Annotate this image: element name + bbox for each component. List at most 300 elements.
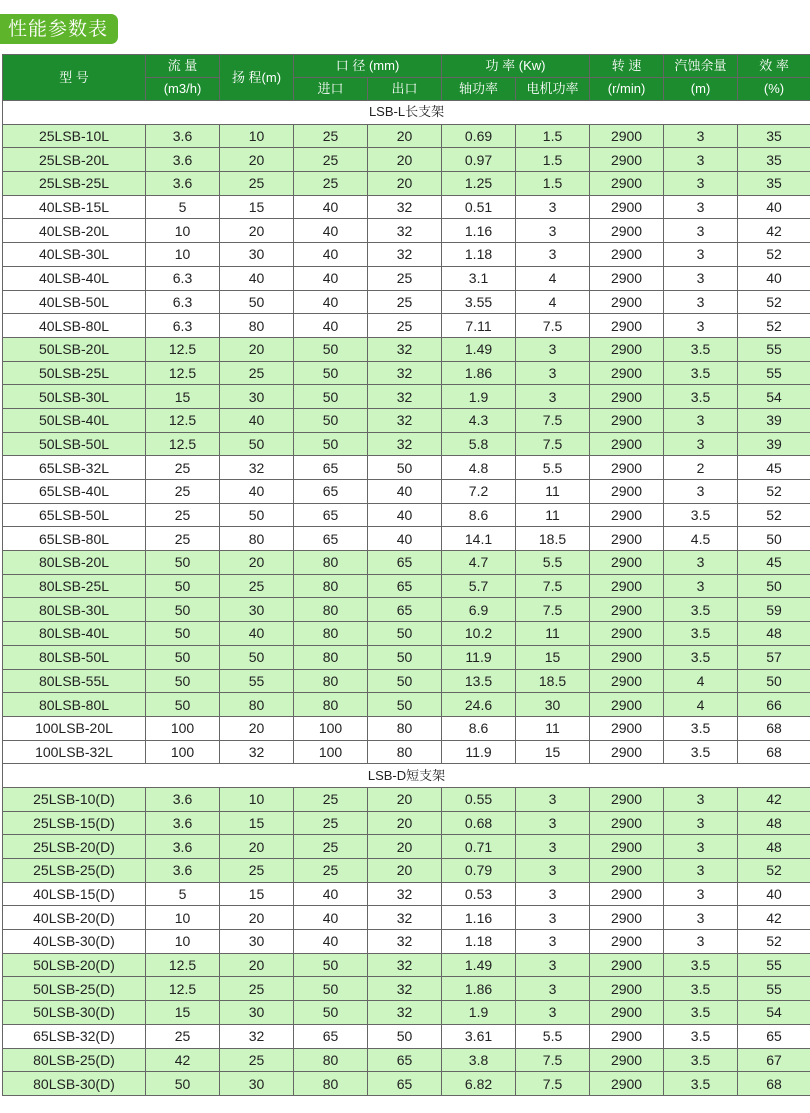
table-cell: 80 [368,740,442,764]
header-shaft-power: 轴功率 [442,78,516,101]
table-cell: 3 [664,243,738,267]
table-cell: 2900 [590,645,664,669]
table-cell: 3 [516,385,590,409]
table-cell: 2900 [590,787,664,811]
table-cell: 52 [738,290,810,314]
table-cell: 65 [294,527,368,551]
table-cell: 65LSB-40L [3,480,146,504]
table-cell: 80 [294,1048,368,1072]
table-cell: 20 [368,148,442,172]
table-cell: 4.5 [664,527,738,551]
table-header [3,55,810,101]
header-speed-unit: (r/min) [590,78,664,101]
table-cell: 80LSB-25L [3,574,146,598]
table-cell: 1.49 [442,953,516,977]
table-cell: 50LSB-30(D) [3,1001,146,1025]
table-cell: 68 [738,1072,810,1096]
table-cell: 3.5 [664,977,738,1001]
table-cell: 3.5 [664,337,738,361]
table-cell: 25 [368,266,442,290]
table-cell: 1.5 [516,148,590,172]
table-cell: 5.5 [516,551,590,575]
table-row [3,124,810,148]
table-cell: 14.1 [442,527,516,551]
table-cell: 7.11 [442,314,516,338]
table-cell: 50 [738,669,810,693]
table-cell: 3.5 [664,503,738,527]
table-cell: 3 [664,930,738,954]
table-row [3,432,810,456]
table-cell: 80 [294,645,368,669]
table-cell: 2900 [590,1001,664,1025]
table-cell: 50 [738,527,810,551]
table-cell: 3.5 [664,622,738,646]
table-cell: 20 [368,787,442,811]
table-cell: 2900 [590,408,664,432]
table-cell: 40 [294,930,368,954]
table-cell: 15 [146,1001,220,1025]
table-cell: 24.6 [442,693,516,717]
table-cell: 65 [294,456,368,480]
table-cell: 6.3 [146,290,220,314]
table-cell: 100LSB-32L [3,740,146,764]
table-row [3,787,810,811]
table-cell: 50 [220,503,294,527]
table-cell: 40 [294,906,368,930]
table-cell: 3 [516,219,590,243]
table-cell: 20 [220,835,294,859]
table-cell: 3 [516,835,590,859]
table-cell: 20 [220,219,294,243]
table-cell: 20 [368,172,442,196]
table-cell: 10 [146,243,220,267]
table-cell: 7.5 [516,432,590,456]
table-cell: 32 [368,195,442,219]
table-cell: 20 [220,716,294,740]
table-cell: 15 [516,740,590,764]
header-efficiency: 效 率 [738,55,810,78]
table-cell: 40 [738,195,810,219]
table-cell: 3 [664,480,738,504]
table-cell: 3 [516,953,590,977]
table-cell: 25LSB-10L [3,124,146,148]
table-cell: 2 [664,456,738,480]
table-cell: 7.5 [516,314,590,338]
table-cell: 40 [220,266,294,290]
table-cell: 3.5 [664,1001,738,1025]
table-cell: 2900 [590,290,664,314]
table-row [3,1072,810,1096]
table-cell: 30 [516,693,590,717]
table-cell: 65LSB-32L [3,456,146,480]
table-cell: 50 [146,622,220,646]
table-row [3,859,810,883]
table-cell: 0.97 [442,148,516,172]
table-cell: 25 [368,290,442,314]
header-diameter: 口 径 (mm) [294,55,442,78]
table-cell: 2900 [590,693,664,717]
table-cell: 0.68 [442,811,516,835]
table-cell: 40 [294,266,368,290]
table-cell: 25 [220,977,294,1001]
table-cell: 20 [368,859,442,883]
table-cell: 3.61 [442,1024,516,1048]
table-cell: 25 [146,456,220,480]
table-cell: 12.5 [146,361,220,385]
table-cell: 32 [368,243,442,267]
table-cell: 57 [738,645,810,669]
table-cell: 50LSB-25L [3,361,146,385]
table-cell: 40LSB-40L [3,266,146,290]
table-cell: 52 [738,480,810,504]
table-cell: 20 [368,124,442,148]
table-row [3,503,810,527]
table-cell: 11.9 [442,740,516,764]
table-cell: 5.8 [442,432,516,456]
table-row [3,906,810,930]
table-row [3,172,810,196]
table-cell: 8.6 [442,503,516,527]
table-cell: 80 [368,716,442,740]
table-cell: 80LSB-50L [3,645,146,669]
table-cell: 1.9 [442,385,516,409]
table-cell: 3 [664,266,738,290]
table-cell: 50 [146,574,220,598]
table-row [3,645,810,669]
table-cell: 25LSB-25(D) [3,859,146,883]
table-cell: 10.2 [442,622,516,646]
table-cell: 50 [294,361,368,385]
table-cell: 1.86 [442,977,516,1001]
table-cell: 30 [220,598,294,622]
table-cell: 30 [220,385,294,409]
table-cell: 25 [294,172,368,196]
table-cell: 15 [220,811,294,835]
table-cell: 12.5 [146,337,220,361]
table-cell: 52 [738,503,810,527]
table-cell: 40 [368,480,442,504]
table-cell: 1.86 [442,361,516,385]
table-cell: 40LSB-20L [3,219,146,243]
table-cell: 30 [220,243,294,267]
table-cell: 65 [368,598,442,622]
table-cell: 20 [220,337,294,361]
table-cell: 25LSB-20(D) [3,835,146,859]
table-cell: 50 [146,598,220,622]
table-cell: 55 [738,337,810,361]
section-row [3,101,810,125]
table-cell: 10 [146,219,220,243]
table-cell: 55 [738,977,810,1001]
table-cell: 54 [738,1001,810,1025]
table-cell: 3 [664,787,738,811]
table-row [3,195,810,219]
table-cell: 30 [220,930,294,954]
table-cell: 0.69 [442,124,516,148]
table-cell: 50 [220,432,294,456]
table-cell: 35 [738,124,810,148]
table-cell: 20 [220,906,294,930]
table-cell: 40LSB-50L [3,290,146,314]
table-cell: 40LSB-15(D) [3,882,146,906]
table-cell: 65 [368,1048,442,1072]
table-cell: 2900 [590,1048,664,1072]
table-cell: 48 [738,811,810,835]
table-cell: 32 [368,432,442,456]
table-cell: 50LSB-25(D) [3,977,146,1001]
table-cell: 65 [294,480,368,504]
table-cell: 32 [368,408,442,432]
table-cell: 3 [664,219,738,243]
table-cell: 3 [664,408,738,432]
table-row [3,1048,810,1072]
table-cell: 3 [664,811,738,835]
table-cell: 52 [738,859,810,883]
table-cell: 40 [294,882,368,906]
table-cell: 40LSB-30(D) [3,930,146,954]
table-cell: 50 [368,1024,442,1048]
table-cell: 55 [738,361,810,385]
table-cell: 65LSB-32(D) [3,1024,146,1048]
table-cell: 2900 [590,716,664,740]
header-outlet: 出口 [368,78,442,101]
table-cell: 5 [146,882,220,906]
table-cell: 3.6 [146,124,220,148]
table-cell: 52 [738,930,810,954]
table-cell: 42 [146,1048,220,1072]
table-row [3,835,810,859]
table-cell: 25LSB-25L [3,172,146,196]
table-cell: 80LSB-25(D) [3,1048,146,1072]
table-cell: 39 [738,432,810,456]
table-cell: 40 [220,622,294,646]
table-cell: 3 [516,882,590,906]
header-model: 型 号 [3,55,146,101]
table-body [3,101,810,1096]
table-cell: 40 [738,882,810,906]
table-cell: 25LSB-10(D) [3,787,146,811]
table-cell: 50 [294,337,368,361]
table-cell: 3 [516,361,590,385]
table-row [3,456,810,480]
table-cell: 54 [738,385,810,409]
table-row [3,527,810,551]
table-cell: 3.6 [146,835,220,859]
table-cell: 68 [738,740,810,764]
table-cell: 20 [220,148,294,172]
table-cell: 12.5 [146,408,220,432]
table-cell: 50 [368,456,442,480]
table-cell: 20 [220,953,294,977]
table-row [3,574,810,598]
table-cell: 25 [220,1048,294,1072]
table-cell: 11.9 [442,645,516,669]
table-cell: 2900 [590,195,664,219]
table-cell: 3.5 [664,953,738,977]
table-cell: 65LSB-50L [3,503,146,527]
table-cell: 15 [516,645,590,669]
table-cell: 40 [368,503,442,527]
table-cell: 3 [664,290,738,314]
table-cell: 3 [664,148,738,172]
table-cell: 1.5 [516,124,590,148]
table-cell: 80 [294,598,368,622]
table-cell: 3.8 [442,1048,516,1072]
table-cell: 50 [738,574,810,598]
table-cell: 1.18 [442,243,516,267]
table-cell: 4 [664,669,738,693]
table-cell: 80 [294,669,368,693]
table-cell: 3.55 [442,290,516,314]
table-cell: 32 [368,361,442,385]
header-motor-power: 电机功率 [516,78,590,101]
table-cell: 3 [664,574,738,598]
table-cell: 65LSB-80L [3,527,146,551]
table-cell: 80 [294,551,368,575]
table-cell: 25LSB-20L [3,148,146,172]
header-head: 扬 程(m) [220,55,294,101]
table-cell: 2900 [590,243,664,267]
table-cell: 3.6 [146,787,220,811]
table-cell: 50 [146,669,220,693]
header-inlet: 进口 [294,78,368,101]
table-cell: 48 [738,622,810,646]
table-cell: 40LSB-15L [3,195,146,219]
table-cell: 10 [220,787,294,811]
table-cell: 2900 [590,266,664,290]
table-cell: 20 [220,551,294,575]
table-cell: 32 [368,906,442,930]
table-cell: 32 [220,456,294,480]
table-cell: 35 [738,172,810,196]
table-cell: 25 [294,148,368,172]
table-cell: 3 [664,835,738,859]
table-cell: 40 [220,408,294,432]
table-cell: 32 [368,977,442,1001]
table-cell: 5.7 [442,574,516,598]
page-title: 性能参数表 [0,14,118,44]
table-cell: 3 [664,314,738,338]
table-cell: 3.6 [146,172,220,196]
table-cell: 2900 [590,361,664,385]
header-speed: 转 速 [590,55,664,78]
table-cell: 25 [146,480,220,504]
table-cell: 55 [220,669,294,693]
table-cell: 100 [294,740,368,764]
table-cell: 80LSB-40L [3,622,146,646]
table-cell: 3.5 [664,361,738,385]
table-cell: 3 [664,906,738,930]
table-cell: 18.5 [516,527,590,551]
table-cell: 2900 [590,456,664,480]
table-cell: 80 [220,314,294,338]
table-cell: 25 [294,811,368,835]
table-cell: 10 [220,124,294,148]
table-cell: 0.55 [442,787,516,811]
table-cell: 55 [738,953,810,977]
table-cell: 3 [664,172,738,196]
table-row [3,930,810,954]
table-cell: 50 [294,1001,368,1025]
table-cell: 3.6 [146,811,220,835]
table-cell: 40 [294,219,368,243]
table-cell: 59 [738,598,810,622]
table-row [3,408,810,432]
table-cell: 4.8 [442,456,516,480]
table-cell: 3 [516,859,590,883]
table-cell: 25 [220,574,294,598]
table-cell: 50 [220,645,294,669]
table-cell: 25 [146,503,220,527]
table-cell: 50 [294,408,368,432]
table-row [3,290,810,314]
table-cell: 0.71 [442,835,516,859]
table-cell: 2900 [590,882,664,906]
table-cell: 40 [294,290,368,314]
table-cell: 3.6 [146,148,220,172]
table-cell: 7.2 [442,480,516,504]
table-row [3,385,810,409]
table-cell: 50 [294,432,368,456]
table-cell: 42 [738,906,810,930]
table-cell: 15 [220,882,294,906]
table-cell: 2900 [590,1072,664,1096]
table-cell: 42 [738,219,810,243]
table-cell: 65 [738,1024,810,1048]
table-cell: 3 [664,124,738,148]
table-cell: 40 [294,314,368,338]
table-cell: 8.6 [442,716,516,740]
table-cell: 65 [294,503,368,527]
table-cell: 3 [664,859,738,883]
table-cell: 25 [294,787,368,811]
table-cell: 50 [294,385,368,409]
table-cell: 50LSB-40L [3,408,146,432]
table-cell: 10 [146,906,220,930]
table-cell: 2900 [590,740,664,764]
table-cell: 2900 [590,337,664,361]
table-cell: 2900 [590,314,664,338]
table-cell: 1.5 [516,172,590,196]
table-cell: 2900 [590,527,664,551]
table-cell: 42 [738,787,810,811]
table-cell: 100 [146,740,220,764]
table-row [3,598,810,622]
table-cell: 45 [738,456,810,480]
table-row [3,314,810,338]
table-cell: 65 [368,1072,442,1096]
table-cell: 80LSB-55L [3,669,146,693]
table-cell: 25LSB-15(D) [3,811,146,835]
table-row [3,361,810,385]
table-cell: 50 [146,645,220,669]
table-cell: 50 [368,693,442,717]
table-cell: 12.5 [146,953,220,977]
performance-table [2,54,810,1096]
table-cell: 65 [368,574,442,598]
table-cell: 3 [664,195,738,219]
table-cell: 3 [516,977,590,1001]
table-cell: 2900 [590,977,664,1001]
table-cell: 2900 [590,124,664,148]
table-cell: 80 [294,1072,368,1096]
table-cell: 2900 [590,930,664,954]
table-cell: 50LSB-20(D) [3,953,146,977]
table-cell: 2900 [590,219,664,243]
table-row [3,219,810,243]
table-cell: 32 [220,740,294,764]
table-cell: 2900 [590,906,664,930]
